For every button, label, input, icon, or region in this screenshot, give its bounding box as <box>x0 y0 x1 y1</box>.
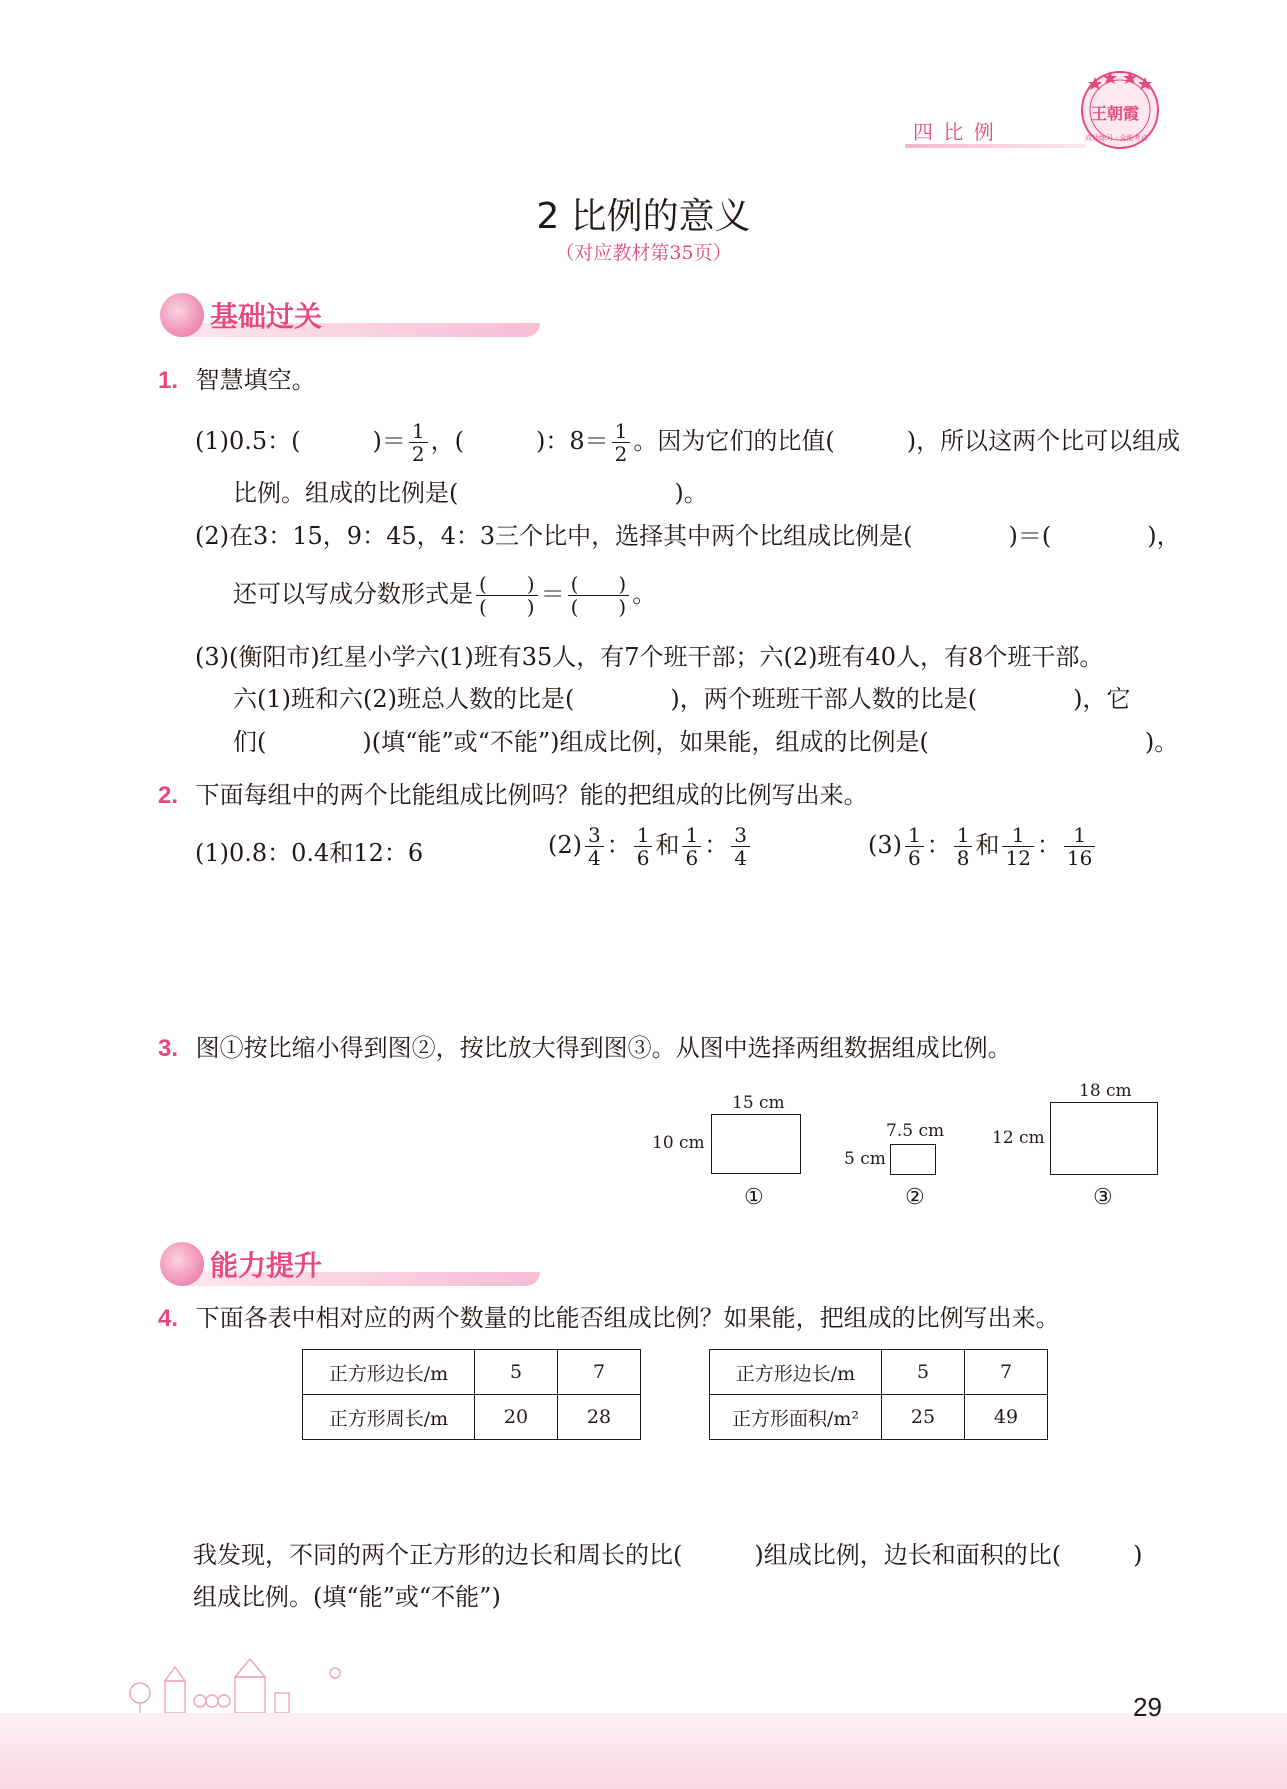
q3-title: 图①按比缩小得到图②，按比放大得到图③。从图中选择两组数据组成比例。 <box>195 1034 1012 1062</box>
fig3-height-label: 12 cm <box>992 1128 1045 1148</box>
chapter-header <box>905 116 1095 146</box>
table-cell: 7 <box>965 1350 1048 1395</box>
frac-den: 2 <box>614 442 628 466</box>
q1-p1-text-c: 。因为它们的比值( )，所以这两个比可以组成 <box>633 427 1181 455</box>
table-cell: 7 <box>558 1350 641 1395</box>
fig2-label: ② <box>905 1185 925 1210</box>
frac-num: 1 <box>1002 824 1033 847</box>
frac-den: 6 <box>908 846 921 870</box>
table-cell: 正方形面积/m² <box>710 1395 882 1440</box>
q3-heading <box>158 1033 1012 1064</box>
fraction-half <box>409 420 428 465</box>
frac-den: 12 <box>1005 846 1031 870</box>
fraction <box>905 824 924 869</box>
blank-fraction <box>568 573 630 618</box>
fig3-label: ③ <box>1093 1185 1113 1210</box>
fig1-label: ① <box>744 1185 764 1210</box>
q4-heading <box>158 1303 1060 1334</box>
fraction <box>1064 824 1095 869</box>
table-cell: 28 <box>558 1395 641 1440</box>
q4-title: 下面各表中相对应的两个数量的比能否组成比例？如果能，把组成的比例写出来。 <box>195 1304 1060 1332</box>
table-cell: 正方形边长/m <box>303 1350 475 1395</box>
q1-title: 智慧填空。 <box>195 366 316 394</box>
q4-finding-line1: 我发现，不同的两个正方形的边长和周长的比( )组成比例，边长和面积的比( ) <box>193 1541 1143 1569</box>
table-row <box>710 1350 1048 1395</box>
q2-heading <box>158 780 868 811</box>
logo-text: 王朝霞 <box>1091 104 1140 123</box>
frac-den: 4 <box>734 846 747 870</box>
publisher-logo <box>1075 65 1165 155</box>
table-cell: 正方形周长/m <box>303 1395 475 1440</box>
chapter-title: 四 比 例 <box>913 120 996 144</box>
table-row <box>303 1395 641 1440</box>
fraction <box>585 824 604 869</box>
fig1-width-label: 15 cm <box>732 1093 785 1113</box>
page-number: 29 <box>1133 1692 1162 1722</box>
q4-finding-line2: 组成比例。(填“能”或“不能”) <box>193 1583 501 1611</box>
q1-part3-line2: 六(1)班和六(2)班总人数的比是( )，两个班班干部人数的比是( )，它 <box>233 685 1131 713</box>
table-cell: 5 <box>882 1350 965 1395</box>
equals-sign: ＝ <box>540 580 565 608</box>
mascot-icon <box>160 1242 204 1286</box>
fig3-width-label: 18 cm <box>1079 1081 1132 1101</box>
colon: ： <box>1036 831 1061 859</box>
fraction-half <box>612 420 631 465</box>
frac-num: 1 <box>612 420 631 443</box>
q1-part1-line1 <box>195 420 1180 465</box>
frac-num: ( ) <box>476 573 538 596</box>
fraction <box>954 824 973 869</box>
q1-p1-text-a: (1)0.5：( )＝ <box>195 427 406 455</box>
q1-part2-line2 <box>233 573 656 618</box>
section-title-basic: 基础过关 <box>210 300 323 333</box>
section-title-advanced: 能力提升 <box>210 1249 323 1282</box>
frac-den: 4 <box>588 846 601 870</box>
fig3-rectangle <box>1050 1102 1158 1175</box>
q1-p2-text: 还可以写成分数形式是 <box>233 580 473 608</box>
footer-castle-icon <box>125 1653 385 1713</box>
frac-den: 16 <box>1066 846 1093 870</box>
frac-den: 6 <box>636 846 650 870</box>
q1-heading <box>158 365 316 396</box>
table-cell: 20 <box>475 1395 558 1440</box>
and-word: 和 <box>655 831 680 859</box>
table-row <box>303 1350 641 1395</box>
page-subtitle: （对应教材第35页） <box>555 242 732 264</box>
fraction <box>1002 824 1033 869</box>
fig2-height-label: 5 cm <box>844 1149 886 1169</box>
fraction <box>634 824 653 869</box>
frac-den: 2 <box>411 442 425 466</box>
q1-number: 1. <box>158 367 179 394</box>
frac-den: 6 <box>685 846 699 870</box>
fig1-height-label: 10 cm <box>652 1133 705 1153</box>
q1-part3-line1: (3)(衡阳市)红星小学六(1)班有35人，有7个班干部；六(2)班有40人，有8个班干部。 <box>195 643 1104 671</box>
frac-den: 8 <box>956 846 970 870</box>
frac-num: 1 <box>682 824 701 847</box>
frac-num: 3 <box>585 824 604 847</box>
table-row <box>710 1395 1048 1440</box>
frac-num: 1 <box>905 824 924 847</box>
q3-number: 3. <box>158 1035 179 1062</box>
table-cell: 49 <box>965 1395 1048 1440</box>
q1-part3-line3: 们( )(填“能”或“不能”)组成比例，如果能，组成的比例是( )。 <box>233 728 1179 756</box>
table-cell: 正方形边长/m <box>710 1350 882 1395</box>
page-title: 2 比例的意义 <box>536 196 751 237</box>
frac-den: ( ) <box>570 595 627 619</box>
table-cell: 25 <box>882 1395 965 1440</box>
q2-item3-label: (3) <box>868 831 902 859</box>
q1-part1-line2: 比例。组成的比例是( )。 <box>233 479 708 507</box>
q1-p1-text-b: ，( )：8＝ <box>430 427 609 455</box>
colon: ： <box>606 831 631 859</box>
table-area <box>709 1349 1048 1440</box>
fraction <box>682 824 701 869</box>
section-badge-advanced <box>160 1242 322 1286</box>
frac-num: 3 <box>731 824 750 847</box>
q2-item1: (1)0.8：0.4和12：6 <box>195 839 424 867</box>
frac-den: ( ) <box>479 595 535 619</box>
section-badge-basic <box>160 293 322 337</box>
fraction <box>731 824 750 869</box>
frac-num: 1 <box>954 824 973 847</box>
logo-subtext: 成功练习 · 全能考点 <box>1085 134 1148 142</box>
q4-number: 4. <box>158 1305 179 1332</box>
q1-part2-line1: (2)在3：15，9：45，4：3三个比中，选择其中两个比组成比例是( )＝( )， <box>195 522 1181 550</box>
and-word: 和 <box>975 831 1000 859</box>
colon: ： <box>704 831 729 859</box>
q2-item2 <box>548 824 753 869</box>
period: 。 <box>632 580 657 608</box>
table-cell: 5 <box>475 1350 558 1395</box>
q2-title: 下面每组中的两个比能组成比例吗？能的把组成的比例写出来。 <box>195 781 868 809</box>
footer-band <box>0 1713 1287 1789</box>
q2-item3 <box>868 824 1098 869</box>
fig1-rectangle <box>711 1114 801 1174</box>
frac-num: 1 <box>1064 824 1095 847</box>
table-perimeter <box>302 1349 641 1440</box>
colon: ： <box>926 831 951 859</box>
blank-fraction <box>476 573 538 618</box>
frac-num: 1 <box>409 420 428 443</box>
q2-item2-label: (2) <box>548 831 582 859</box>
frac-num: 1 <box>634 824 653 847</box>
frac-num: ( ) <box>568 573 630 596</box>
fig2-width-label: 7.5 cm <box>886 1121 945 1141</box>
mascot-icon <box>160 293 204 337</box>
fig2-rectangle <box>890 1144 936 1175</box>
q2-number: 2. <box>158 782 179 809</box>
